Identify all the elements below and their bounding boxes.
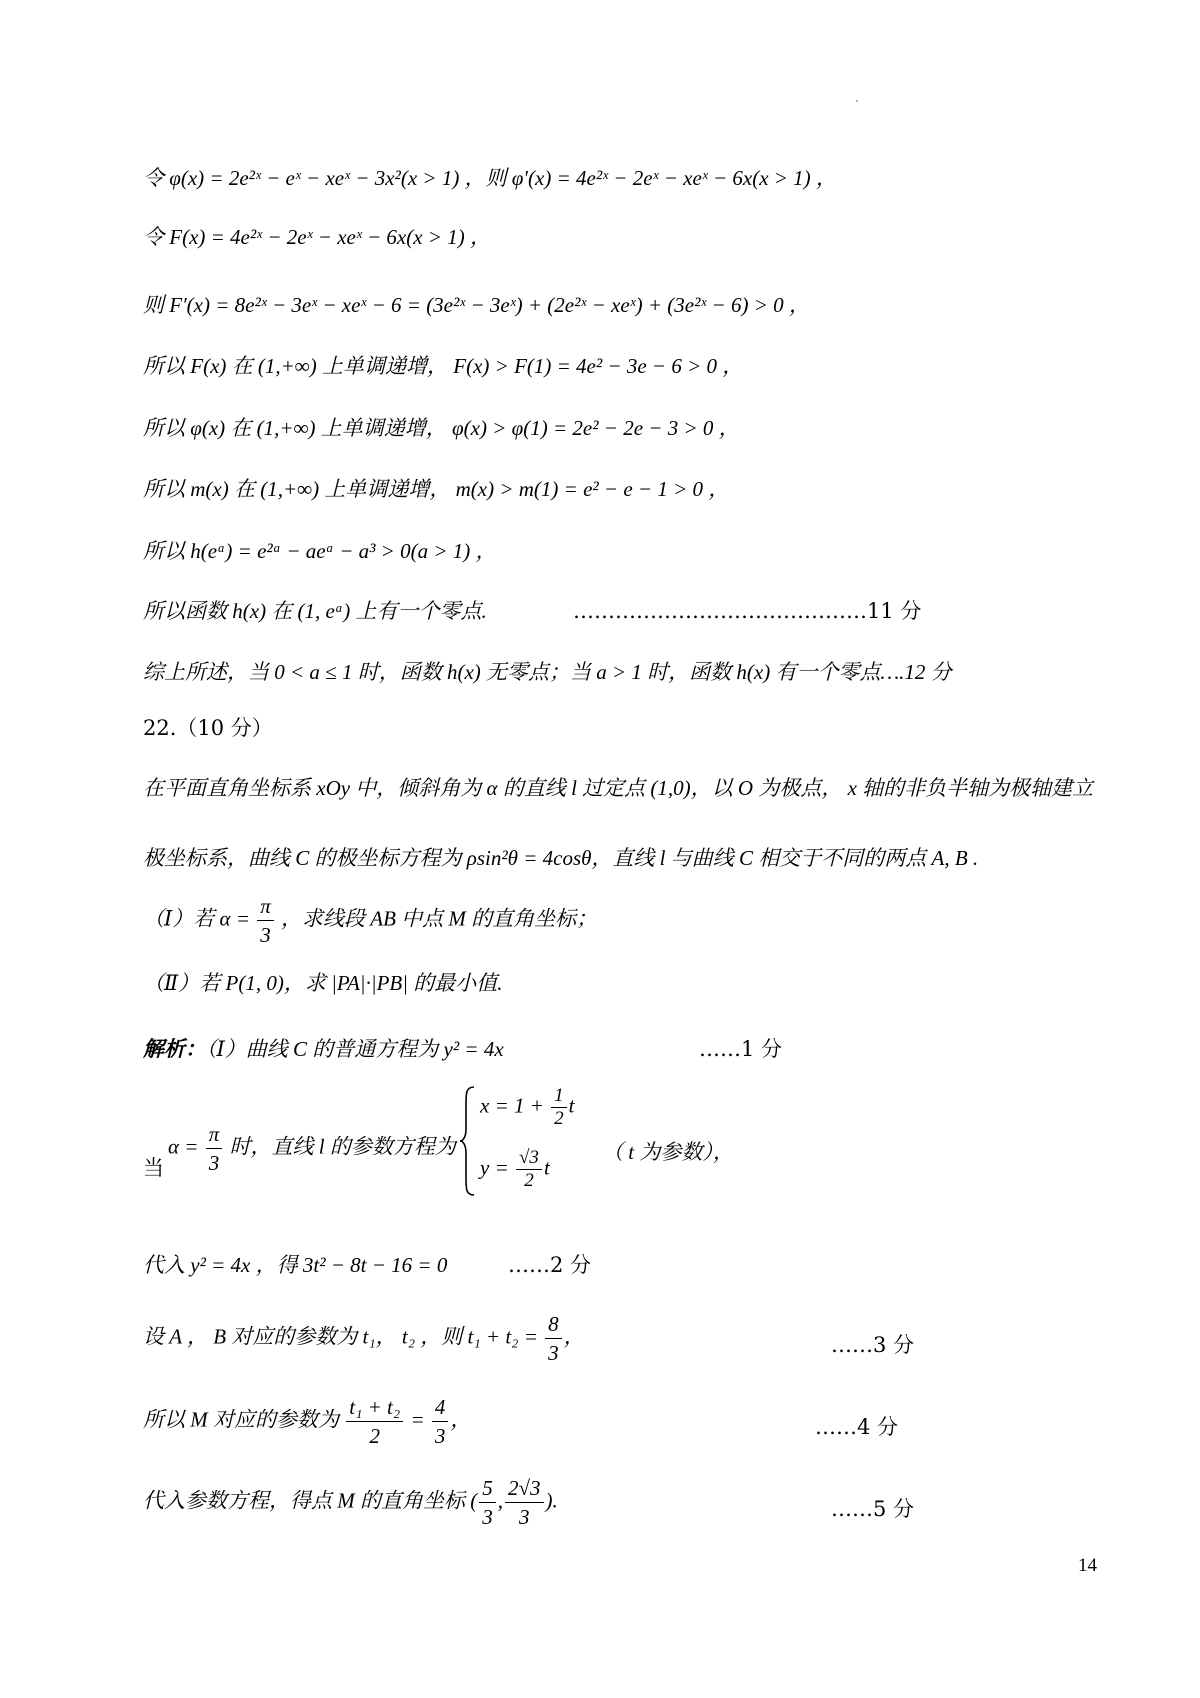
system-equation-y: [480, 1147, 550, 1192]
fraction-numerator: 8: [545, 1310, 562, 1339]
solution-line-5: [143, 1393, 471, 1450]
fraction-denominator: 2: [369, 1424, 380, 1448]
fraction-denominator: 3: [434, 1424, 446, 1448]
fraction-numerator: 5: [479, 1474, 496, 1503]
score-5: ……5 分: [831, 1497, 915, 1521]
score-1: ……1 分: [699, 1037, 783, 1061]
left-brace-icon: [458, 1085, 476, 1197]
line-h-positive: 所以 h(eᵃ) = e²ᵃ − aeᵃ − a³ > 0(a > 1) ，: [143, 539, 497, 563]
fraction-denominator: 2: [554, 1108, 564, 1129]
score-2: ……2 分: [508, 1253, 592, 1277]
fraction-numerator: π: [206, 1120, 223, 1149]
fraction-denominator: 2: [524, 1170, 534, 1191]
solution-curve-equation: （Ⅰ）曲线 C 的普通方程为 y² = 4x: [206, 1037, 504, 1061]
fraction-one-half: [551, 1085, 567, 1130]
problem-22-part-1: [143, 892, 597, 949]
line-F-increasing: 所以 F(x) 在 (1,+∞) 上单调递增， F(x) > F(1) = 4e² − 3e − 6 > 0 ，: [143, 354, 744, 378]
parameters-sum-suffix: ，: [563, 1324, 585, 1349]
parameter-note: （ t 为参数），: [602, 1140, 734, 1164]
fraction-four-thirds: [432, 1393, 449, 1450]
problem-22-part-2: （Ⅱ）若 P(1, 0)，求 |PA|·|PB| 的最小值.: [143, 971, 503, 995]
scan-dot-mark: [856, 100, 858, 102]
line-F-derivative: 则 F′(x) = 8e²ˣ − 3eˣ − xeˣ − 6 = (3e²ˣ − 3eˣ) + (2e²ˣ − xeˣ) + (3e²ˣ − 6) > 0 ，: [143, 293, 810, 317]
line-h-zero: 所以函数 h(x) 在 (1, eᵃ) 上有一个零点.: [143, 599, 487, 623]
fraction-numerator: 4: [432, 1393, 449, 1422]
score-11: ……………………………………11 分: [573, 599, 922, 623]
line-F-definition: 令 F(x) = 4e²ˣ − 2eˣ − xeˣ − 6x(x > 1) ，: [143, 225, 491, 249]
solution-line-4: [143, 1310, 585, 1367]
fraction-denominator: 3: [519, 1505, 530, 1529]
solution-line-3: 代入 y² = 4x ，得 3t² − 8t − 16 = 0: [143, 1253, 448, 1277]
problem-22-statement-2: 极坐标系，曲线 C 的极坐标方程为 ρsin²θ = 4cosθ，直线 l 与曲线 C 相交于不同的两点 A, B .: [143, 846, 979, 870]
fraction-t-sum-over-2: [346, 1393, 403, 1450]
system-y-prefix: y =: [480, 1155, 509, 1180]
coordinate-comma: ,: [497, 1488, 503, 1513]
solution-label: 解析：: [143, 1037, 206, 1061]
line-phi-increasing: 所以 φ(x) 在 (1,+∞) 上单调递增， φ(x) > φ(1) = 2e² − 2e − 3 > 0 ，: [143, 416, 740, 440]
solution-line-2: [168, 1120, 456, 1177]
system-x-prefix: x = 1 +: [480, 1093, 544, 1118]
coordinate-suffix: ).: [545, 1488, 558, 1513]
fraction-numerator: 1: [551, 1085, 567, 1108]
fraction-pi-over-3-b: [206, 1120, 223, 1177]
system-y-suffix: t: [543, 1155, 550, 1180]
system-equation-x: [480, 1085, 575, 1130]
score-4: ……4 分: [815, 1415, 899, 1439]
fraction-denominator: 3: [208, 1151, 220, 1175]
page-number: 14: [1078, 1555, 1097, 1576]
fraction-pi-over-3: [257, 892, 274, 949]
fraction-denominator: 3: [260, 923, 271, 947]
parametric-system: [458, 1085, 598, 1201]
fraction-denominator: 3: [482, 1505, 493, 1529]
part-1-suffix: ，求线段 AB 中点 M 的直角坐标；: [281, 906, 598, 931]
part-1-prefix: （Ⅰ）若 α =: [143, 906, 250, 931]
solution-line-1: [143, 1034, 504, 1064]
parameters-sum-prefix: 设 A ， B 对应的参数为 t₁， t₂ ，则 t₁ + t₂ =: [143, 1324, 538, 1349]
fraction-two-sqrt3-over-3: [505, 1474, 544, 1531]
score-3: ……3 分: [831, 1333, 915, 1357]
parametric-intro: 时，直线 l 的参数方程为: [229, 1134, 456, 1159]
fraction-numerator: √3: [516, 1147, 542, 1170]
fraction-sqrt3-over-2: [516, 1147, 542, 1192]
midpoint-equals: =: [410, 1407, 425, 1432]
line-phi-definition: 令 φ(x) = 2e²ˣ − eˣ − xeˣ − 3x²(x > 1) ，则 φ′(x) = 4e²ˣ − 2eˣ − xeˣ − 6x(x > 1) ，: [143, 166, 837, 190]
problem-22-heading: 22.（10 分）: [143, 716, 273, 740]
solution-when-label: 当: [143, 1156, 164, 1180]
line-m-increasing: 所以 m(x) 在 (1,+∞) 上单调递增， m(x) > m(1) = e² − e − 1 > 0 ，: [143, 477, 730, 501]
fraction-numerator: 2√3: [505, 1474, 544, 1503]
fraction-five-thirds: [479, 1474, 496, 1531]
system-x-suffix: t: [568, 1093, 575, 1118]
fraction-numerator: π: [257, 892, 274, 921]
fraction-numerator: t₁ + t₂: [346, 1393, 403, 1422]
midpoint-suffix: ，: [450, 1407, 472, 1432]
alpha-equals: α =: [168, 1134, 199, 1159]
fraction-denominator: 3: [548, 1341, 559, 1365]
fraction-eight-thirds: [545, 1310, 562, 1367]
line-summary: 综上所述，当 0 < a ≤ 1 时，函数 h(x) 无零点；当 a > 1 时，函数 h(x) 有一个零点….12 分: [143, 660, 952, 684]
coordinate-prefix: 代入参数方程，得点 M 的直角坐标 (: [143, 1488, 478, 1513]
solution-line-6: [143, 1474, 558, 1531]
midpoint-parameter-prefix: 所以 M 对应的参数为: [143, 1407, 339, 1432]
problem-22-statement-1: 在平面直角坐标系 xOy 中，倾斜角为 α 的直线 l 过定点 (1,0)，以 O 为极点， x 轴的非负半轴为极轴建立: [143, 776, 1094, 800]
